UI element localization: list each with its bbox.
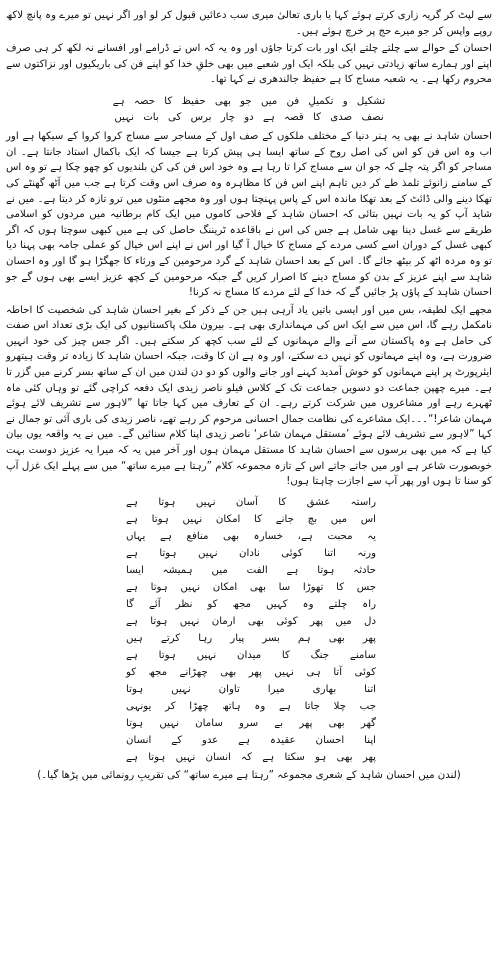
paragraph-1: سے لپٹ کر گریہ زاری کرتے ہوئے کہا یا باری تعالیٰ میری سب دعائیں قبول کر لو اور اگر نہیں تو میرے وہ پانچ لاکھ روپے واپس کر جو میرے حج پر خرچ ہوئے ہیں۔ (6, 10, 492, 37)
poem-line: راستہ عشق کا آسان نہیں ہوتا ہے (126, 496, 376, 508)
poem-line: یہ محبت ہے، خسارہ بھی منافع ہے یہاں (126, 530, 376, 542)
ghazal-poem (126, 494, 376, 766)
couplet-line-1: تشکیل و تکمیلِ فن میں جو بھی حفیظ کا حصہ ہے (112, 95, 386, 107)
poem-line: حادثہ ہوتا ہے الفت میں ہمیشہ ایسا (126, 564, 376, 576)
closing-caption: (لندن میں احسان شاہد کے شعری مجموعہ ”رہتا ہے میرے ساتھ“ کی تقریبِ رونمائی میں پڑھا گیا۔) (37, 769, 461, 781)
paragraph-4: مجھے ایک لطیفہ، بس میں اور ایسی باتیں یاد آرہی ہیں جن کے ذکر کے بغیر احسان شاہد کی شخصیت کا احاطہ نامکمل رہے گا، اس میں سے ایک اس کی مہمانداری بھی ہے۔ بیرون ملک پاکستانیوں کی ایک بڑی تعداد اس صفت کی حامل ہے وہ پاکستان سے آنے والے مہمانوں کے لئے سب کچھ کر سکتے ہیں۔ اگر جس چیز کی خود انہیں ضرورت ہے، وہ اپنے مہمانوں کو نہیں دے سکتے، اور وہ ہے ان کا وقت، جبکہ احسان شاہد کا زیادہ تر وقت ہیتھرو ایئرپورٹ پر اپنے مہمانوں کو خوش آمدید کہنے اور جانے والوں کو دو دن لندن میں ان کے ساتھ بسر کرنے میں گزر تا ہے۔ میرے چھپن جماعت دو دسویں جماعت تک کے کلاس فیلو ناصر زیدی ایک دفعہ کراچی گئے تو وہاں کئی ماہ ٹھہرے رہے اور مشاعروں میں شرکت کرتے رہے۔ ان کے تعارف میں کہا جاتا تھا ”لاہور سے تشریف لائے ہوئے مہمان شاعر!“۔۔۔ایک مشاعرے کی نظامت جمال احسانی مرحوم کر رہے تھے، ناصر زیدی کی باری آئی تو جمال نے کہا ”لاہور سے تشریف لائے ہوئے ’مستقل مہمان شاعر‘ ناصر زیدی اپنا کلام سنائیں گے۔ میں نے یہ واقعہ یوں بیان کیا ہے کہ میں بھی برسوں سے احسان شاہد کا مستقل مہمان ہوں اور آخر میں یہ کہ میرا یہ عزیز دوست بہت خوبصورت شاعر ہے اور میں جاتے جاتے اس کے تازہ مجموعہ کلام ”رہتا ہے میرے ساتھ“ میں سے پہلے ایک غزل آپ کو سنا تا ہوں اور پھر آپ سے اجازت چاہتا ہوں! (6, 304, 492, 488)
poem-line: سامنے جنگ کا میدان نہیں ہوتا ہے (126, 649, 376, 661)
poem-line: دل میں پھر کوئی بھی ارمان نہیں ہوتا ہے (126, 615, 376, 627)
poem-line: اس میں بچ جانے کا امکان نہیں ہوتا ہے (126, 513, 376, 525)
poem-line: جب چلا جاتا ہے وہ ہاتھ چھڑا کر یونہی (126, 700, 376, 712)
poem-line: کوئی آتا ہی نہیں پھر بھی چھڑانے مجھ کو (126, 666, 376, 678)
paragraph-3: احسان شاہد نے بھی یہ ہنر دنیا کے مختلف ملکوں کے صف اول کے مساجر سے مساج کروا کروا کے سیکھا ہے اور اب وہ اس فن کو اس کی اصل روح کے ساتھ ایسا ہی پیش کرتا ہے جیسا کہ ایک باکمال استاد جانتا ہے۔ ان مساجر کو اگر پتہ چلے کہ جو ان سے مساج کرا تا رہا ہے وہ خود اس فن کی کن بلندیوں کو چھو چکا ہے تو وہ اس کے سامنے زانوئے تلمذ طے کر دیں تاہم اپنے اس فن کا مظاہرہ وہ صرف اس وقت کرتا ہے جب میں آٹھ گھنٹے کی تھکا دینے والی ڈائٹ کے بعد تھکا ماندہ اس کے پاس پہنچتا ہوں اور وہ مجھے منٹوں میں ترو تازہ کر دیتا ہے۔ میں نے شاید آپ کو یہ بات نہیں بتائی کہ احسان شاہد کے فلاحی کاموں میں ایک کام برطانیہ میں مردوں کو اسلامی طریقے سے غسل دینا بھی شامل ہے جس کی اس نے باقاعدہ ٹریننگ حاصل کی ہے میں کبھی سوچتا ہوں کہ اگر کبھی غسل کے دوران اسے کسی مردے کے مساج کا خیال آ گیا اور اس نے اپنے اس خیال کو عملی جامہ بھی پہنا دیا تو وہ مردہ اٹھ کر بیٹھ جائے گا۔ اس کے بعد احسان شاہد کے گرد مرحومین کے ورثاء کا جھگڑا ہو گا اور وہ احسان شاہد سے اپنے عزیز کے بدن کو مساج دینے کا اصرار کریں گے جبکہ مرحومین کے کچھ عزیز ایسے بھی ہوں گے جو احسان شاہد کے پاؤں پڑ جائیں گے کہ خدا کے لئے مردے کا مساج نہ کرنا! (6, 131, 492, 299)
paragraph-2: احسان کے حوالے سے چلتے چلتے ایک اور بات کرتا جاؤں اور وہ یہ کہ اس نے ڈرامے اور افسانے نہ لکھ کر ہی صرف اپنے اور ہمارے ساتھ زیادتی نہیں کی بلکہ ایک اور شعبے میں بھی خلقِ خدا کو اپنے فن کی باریکیوں اور نزاکتوں سے محروم رکھا ہے۔ یہ شعبہ مساج کا ہے حفیظ جالندھری نے کہا تھا۔ (6, 43, 492, 86)
poem-line: اتنا بھاری میرا تاوان نہیں ہوتا (126, 683, 376, 695)
quoted-couplet (6, 94, 492, 125)
poem-line: جس کا تھوڑا سا بھی امکان نہیں ہوتا ہے (126, 581, 376, 593)
poem-line: اپنا احسان عقیدہ ہے عدو کے انسان (126, 734, 376, 746)
poem-line: راہ چلتے وہ کہیں مجھ کو نظر آئے گا (126, 598, 376, 610)
poem-line: پھر بھی ہم بسر پیار رہا کرتے ہیں (126, 632, 376, 644)
couplet-line-2: نصف صدی کا قصہ ہے دو چار برس کی بات نہیں (114, 111, 384, 123)
poem-line: گھر بھی پھر بے سرو سامان نہیں ہوتا (126, 717, 376, 729)
poem-line: پھر بھی ہو سکتا ہے کہ انسان نہیں ہوتا ہے (126, 751, 376, 763)
poem-line: ورنہ اتنا کوئی نادان نہیں ہوتا ہے (126, 547, 376, 559)
